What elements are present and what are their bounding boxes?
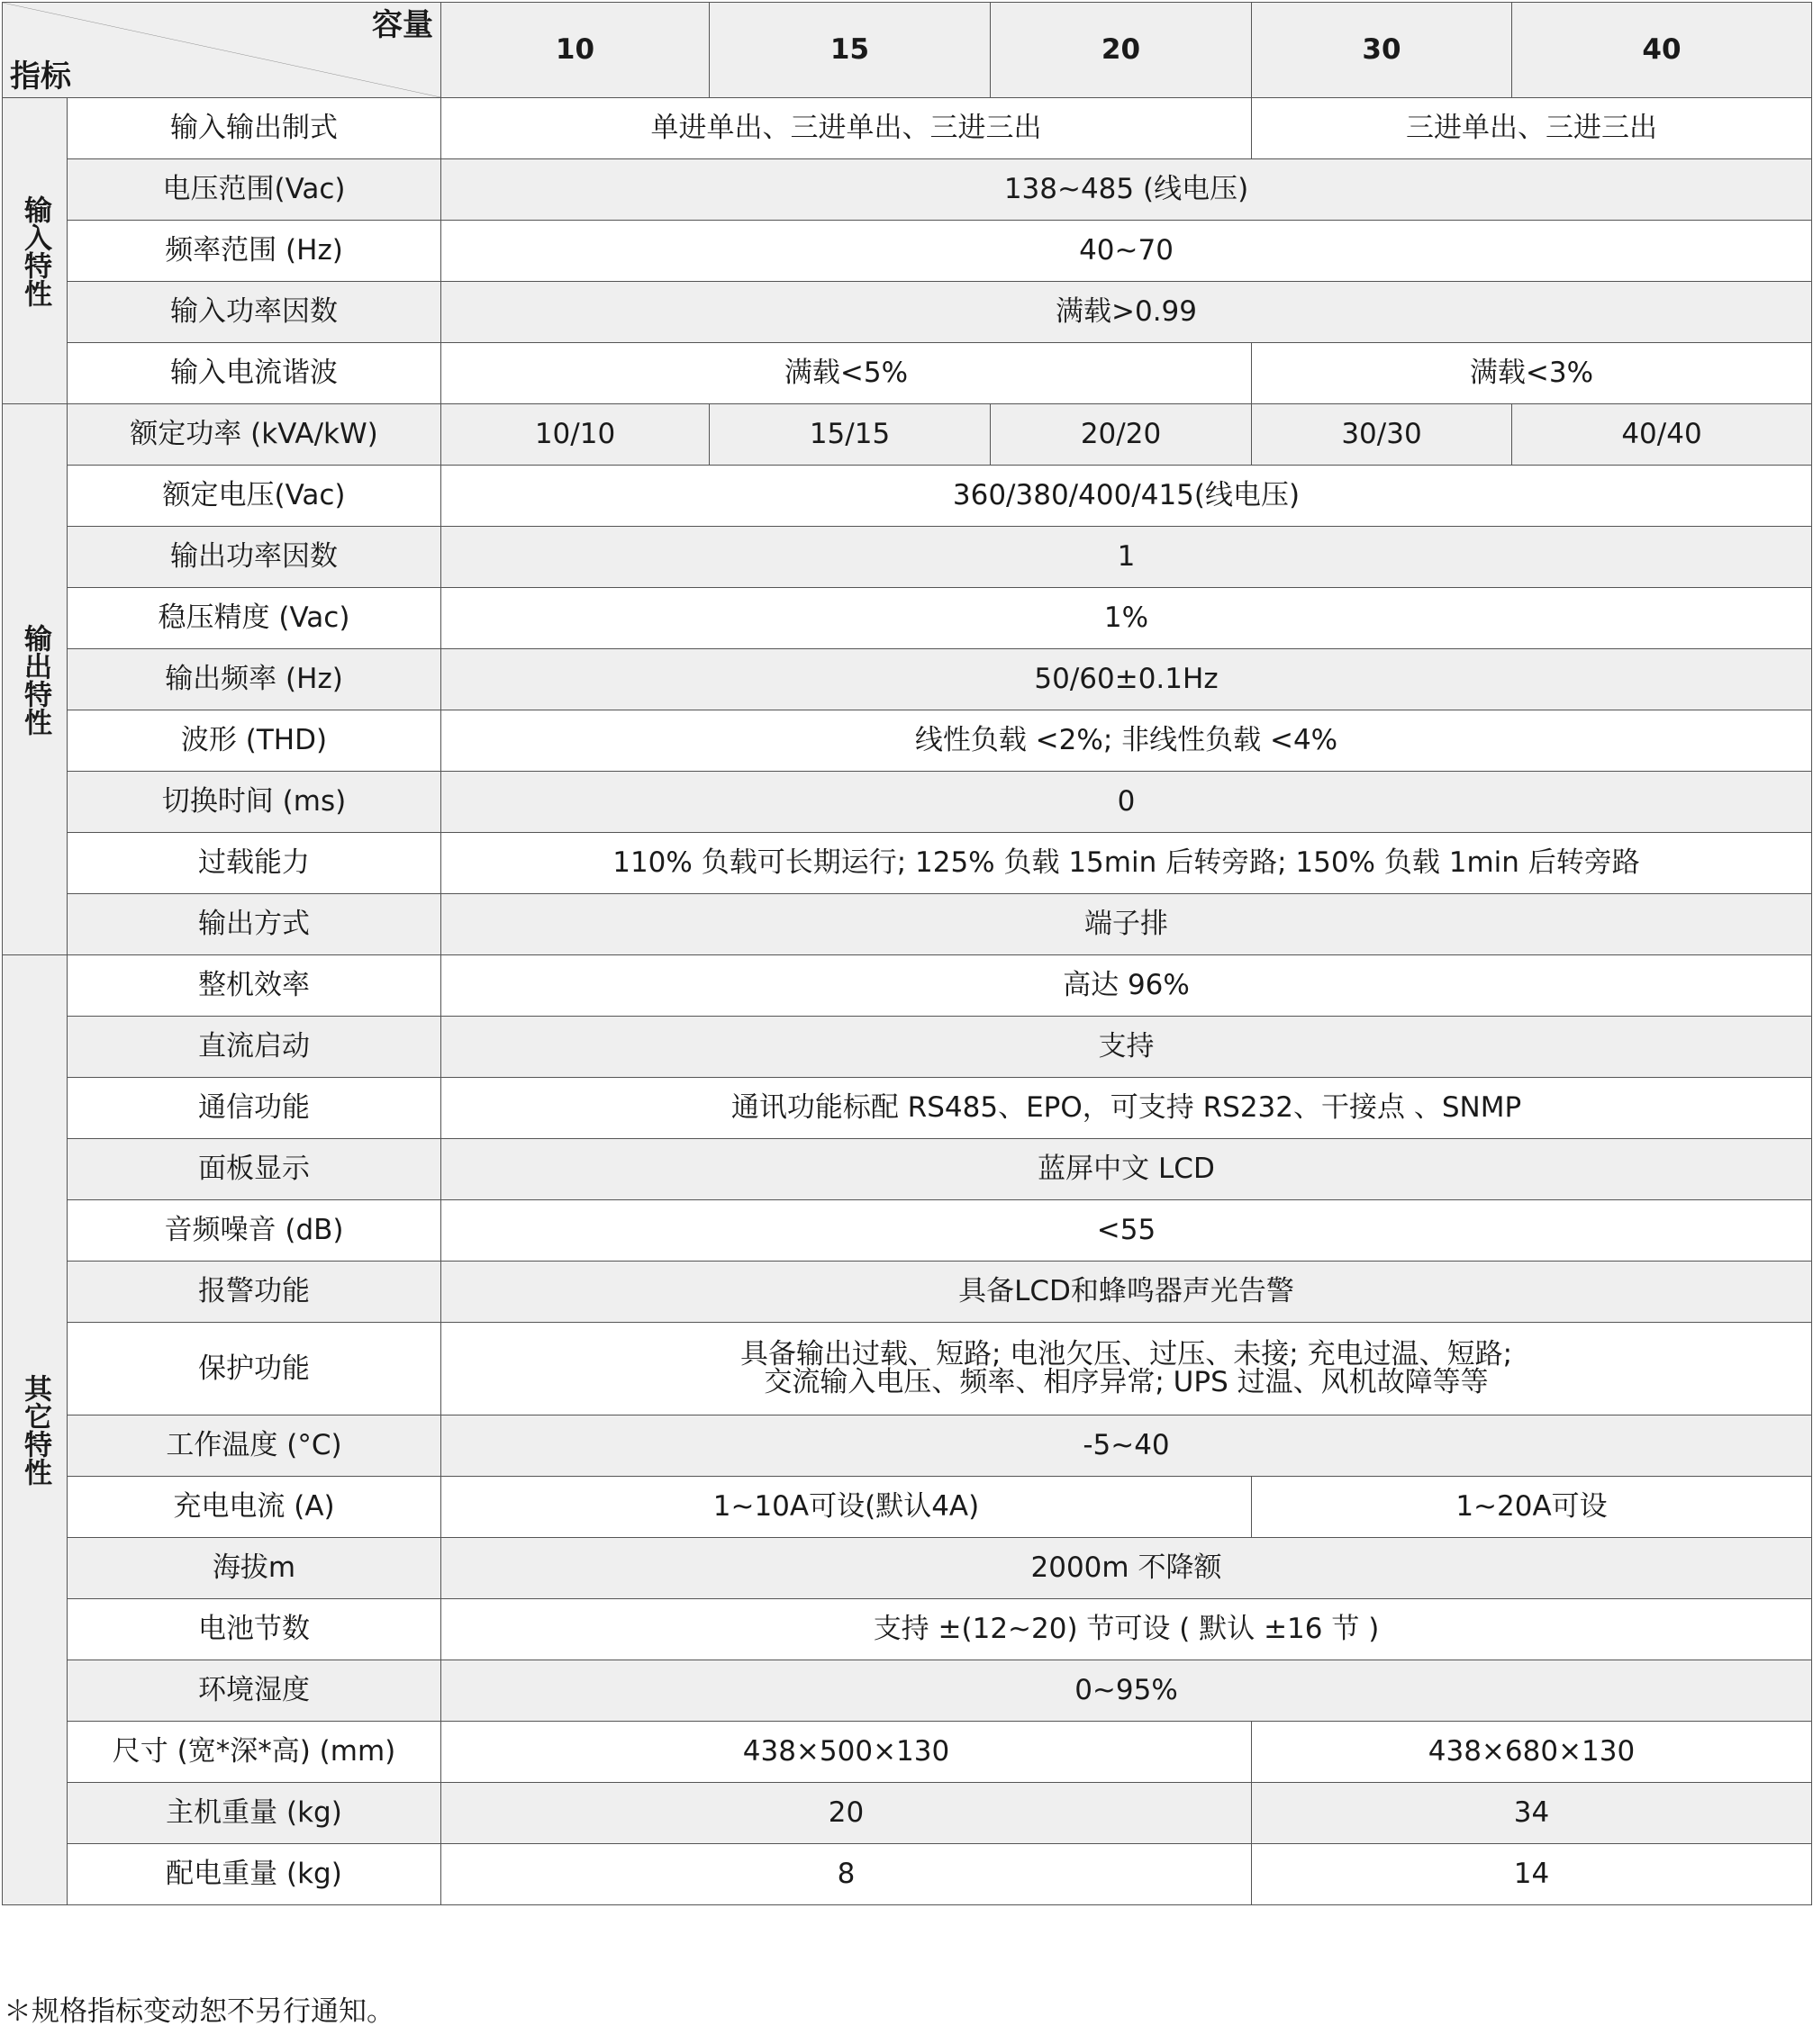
table-row xyxy=(3,282,1812,343)
spec-table xyxy=(2,2,1812,1905)
row-label: 海拔m xyxy=(68,1538,441,1599)
row-value: 支持 xyxy=(441,1017,1812,1078)
row-label: 电池节数 xyxy=(68,1599,441,1660)
row-value: 满载<5% xyxy=(441,343,1252,404)
row-value: 支持 ±(12~20) 节可设 ( 默认 ±16 节 ) xyxy=(441,1599,1812,1660)
row-value: 通讯功能标配 RS485、EPO，可支持 RS232、干接点 、SNMP xyxy=(441,1078,1812,1139)
row-value: 线性负载 <2%; 非线性负载 <4% xyxy=(441,710,1812,772)
row-value: -5~40 xyxy=(441,1415,1812,1477)
row-value: 满载<3% xyxy=(1252,343,1812,404)
row-label: 工作温度 (°C) xyxy=(68,1415,441,1477)
row-value: 138~485 (线电压) xyxy=(441,159,1812,221)
row-label: 电压范围(Vac) xyxy=(68,159,441,221)
row-label: 波形 (THD) xyxy=(68,710,441,772)
row-value: 高达 96% xyxy=(441,955,1812,1017)
capacity-30: 30 xyxy=(1252,3,1512,98)
row-value: 20 xyxy=(441,1783,1252,1844)
row-value: 34 xyxy=(1252,1783,1812,1844)
footnote: ＊规格指标变动恕不另行通知。 xyxy=(4,1995,394,2028)
row-value: 具备LCD和蜂鸣器声光告警 xyxy=(441,1262,1812,1323)
row-value: 2000m 不降额 xyxy=(441,1538,1812,1599)
row-label: 输入电流谐波 xyxy=(68,343,441,404)
header-corner-cell xyxy=(3,3,441,98)
capacity-40: 40 xyxy=(1512,3,1812,98)
row-value xyxy=(441,1323,1812,1415)
row-label: 直流启动 xyxy=(68,1017,441,1078)
row-label: 面板显示 xyxy=(68,1139,441,1200)
row-label: 额定功率 (kVA/kW) xyxy=(68,404,441,466)
table-row xyxy=(3,1844,1812,1905)
row-label: 输入输出制式 xyxy=(68,98,441,159)
row-value: 438×680×130 xyxy=(1252,1722,1812,1783)
row-value: 14 xyxy=(1252,1844,1812,1905)
table-row xyxy=(3,1783,1812,1844)
row-label: 通信功能 xyxy=(68,1078,441,1139)
row-value: 蓝屏中文 LCD xyxy=(441,1139,1812,1200)
row-value: 0~95% xyxy=(441,1660,1812,1722)
row-label: 保护功能 xyxy=(68,1323,441,1415)
row-label: 稳压精度 (Vac) xyxy=(68,588,441,649)
table-row xyxy=(3,1200,1812,1262)
row-label: 输出功率因数 xyxy=(68,527,441,588)
row-value: 满载>0.99 xyxy=(441,282,1812,343)
row-value: 40~70 xyxy=(441,221,1812,282)
row-value: 50/60±0.1Hz xyxy=(441,649,1812,710)
protection-line-1: 具备输出过载、短路; 电池欠压、过压、未接; 充电过温、短路; xyxy=(739,1338,1513,1370)
row-label: 整机效率 xyxy=(68,955,441,1017)
table-row xyxy=(3,833,1812,894)
row-value: 三进单出、三进三出 xyxy=(1252,98,1812,159)
row-value: 360/380/400/415(线电压) xyxy=(441,466,1812,527)
capacity-15: 15 xyxy=(710,3,991,98)
row-value: <55 xyxy=(441,1200,1812,1262)
table-row xyxy=(3,221,1812,282)
row-label: 充电电流 (A) xyxy=(68,1477,441,1538)
row-label: 输出频率 (Hz) xyxy=(68,649,441,710)
row-value: 单进单出、三进单出、三进三出 xyxy=(441,98,1252,159)
protection-line-2: 交流输入电压、频率、相序异常; UPS 过温、风机故障等等 xyxy=(764,1366,1489,1398)
table-row xyxy=(3,649,1812,710)
group-input: 输入特性 xyxy=(3,98,68,404)
table-row xyxy=(3,772,1812,833)
table-row xyxy=(3,343,1812,404)
capacity-20: 20 xyxy=(991,3,1252,98)
row-label: 额定电压(Vac) xyxy=(68,466,441,527)
capacity-header: 容量 xyxy=(372,7,433,43)
table-row xyxy=(3,1660,1812,1722)
table-row xyxy=(3,466,1812,527)
row-value: 1~10A可设(默认4A) xyxy=(441,1477,1252,1538)
row-value: 0 xyxy=(441,772,1812,833)
row-label: 报警功能 xyxy=(68,1262,441,1323)
row-label: 音频噪音 (dB) xyxy=(68,1200,441,1262)
row-value: 8 xyxy=(441,1844,1252,1905)
table-row xyxy=(3,955,1812,1017)
table-row xyxy=(3,588,1812,649)
table-row xyxy=(3,1139,1812,1200)
row-value: 1 xyxy=(441,527,1812,588)
table-row xyxy=(3,1477,1812,1538)
table-row xyxy=(3,1599,1812,1660)
capacity-10: 10 xyxy=(441,3,710,98)
index-header: 指标 xyxy=(10,59,71,95)
table-row xyxy=(3,1722,1812,1783)
table-row xyxy=(3,1538,1812,1599)
row-label: 环境湿度 xyxy=(68,1660,441,1722)
table-row xyxy=(3,159,1812,221)
row-value: 1% xyxy=(441,588,1812,649)
table-row xyxy=(3,894,1812,955)
row-value: 30/30 xyxy=(1252,404,1512,466)
row-label: 尺寸 (宽*深*高) (mm) xyxy=(68,1722,441,1783)
table-row xyxy=(3,527,1812,588)
table-row xyxy=(3,1415,1812,1477)
table-row xyxy=(3,1262,1812,1323)
row-value: 438×500×130 xyxy=(441,1722,1252,1783)
table-row xyxy=(3,98,1812,159)
table-row xyxy=(3,404,1812,466)
row-value: 15/15 xyxy=(710,404,991,466)
group-other: 其它特性 xyxy=(3,955,68,1905)
header-row xyxy=(3,3,1812,98)
row-label: 主机重量 (kg) xyxy=(68,1783,441,1844)
row-value: 10/10 xyxy=(441,404,710,466)
row-label: 输入功率因数 xyxy=(68,282,441,343)
row-value: 110% 负载可长期运行; 125% 负载 15min 后转旁路; 150% 负载 1min 后转旁路 xyxy=(441,833,1812,894)
table-row xyxy=(3,1017,1812,1078)
table-row xyxy=(3,1078,1812,1139)
row-value: 40/40 xyxy=(1512,404,1812,466)
row-value: 1~20A可设 xyxy=(1252,1477,1812,1538)
row-value: 端子排 xyxy=(441,894,1812,955)
row-label: 频率范围 (Hz) xyxy=(68,221,441,282)
row-label: 过载能力 xyxy=(68,833,441,894)
table-row xyxy=(3,1323,1812,1415)
row-label: 输出方式 xyxy=(68,894,441,955)
row-label: 切换时间 (ms) xyxy=(68,772,441,833)
table-row xyxy=(3,710,1812,772)
row-value: 20/20 xyxy=(991,404,1252,466)
group-output: 输出特性 xyxy=(3,404,68,955)
row-label: 配电重量 (kg) xyxy=(68,1844,441,1905)
